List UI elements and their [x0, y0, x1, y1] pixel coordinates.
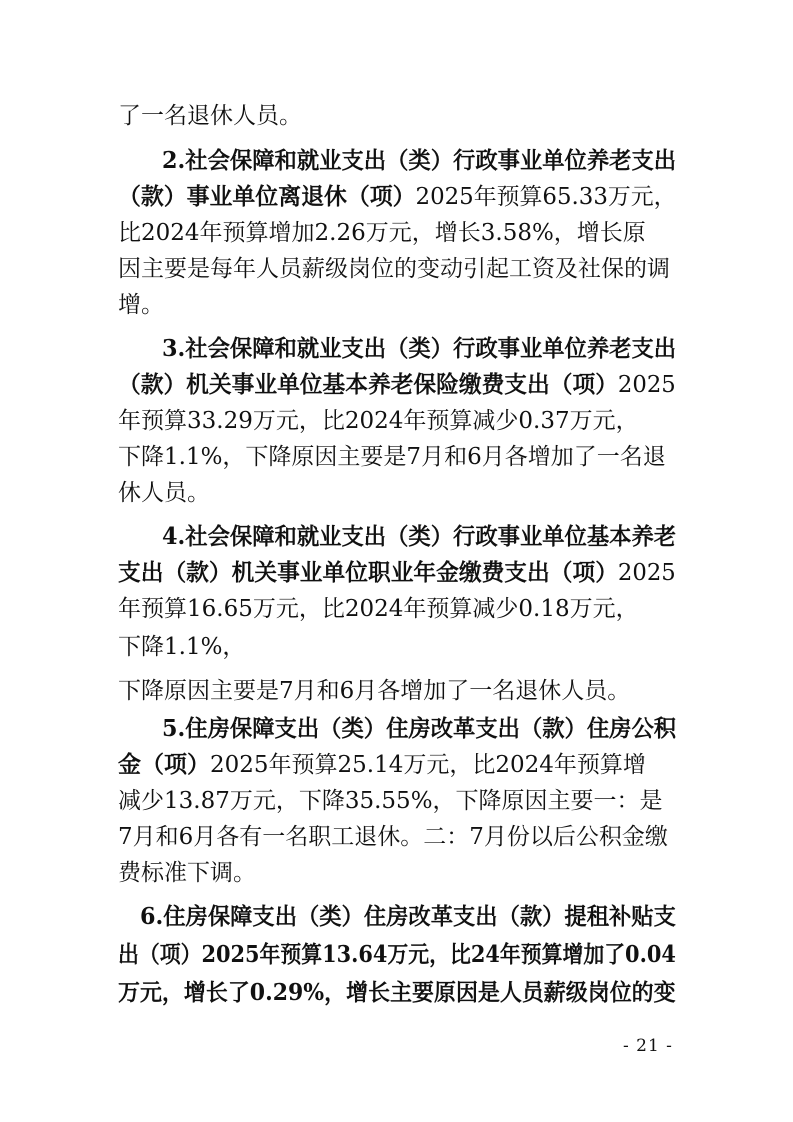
- page-number: - 21 -: [623, 1036, 673, 1056]
- text-line: 因主要是每年人员薪级岗位的变动引起工资及社保的调: [118, 256, 670, 282]
- text-segment: 2025年预算25.14万元，比2024年预算增: [210, 752, 646, 778]
- text-line: [118, 182, 677, 212]
- text-segment: 金（项）: [118, 751, 210, 778]
- text-line: 减少13.87万元，下降35.55%，下降原因主要一：是: [118, 788, 663, 814]
- text-line: 下降1.1%，下降原因主要是7月和6月各增加了一名退: [118, 444, 666, 470]
- text-segment: 2025: [617, 560, 676, 586]
- text-line: [118, 370, 676, 400]
- text-line: 下降1.1%，: [118, 634, 246, 660]
- text-line: 6.住房保障支出（类）住房改革支出（款）提租补贴支: [140, 903, 676, 930]
- text-line: 休人员。: [118, 480, 210, 506]
- text-segment: 支出（款）机关事业单位职业年金缴费支出（项）: [118, 559, 618, 586]
- text-line: 费标准下调。: [118, 860, 256, 886]
- text-line: 7月和6月各有一名职工退休。二：7月份以后公积金缴: [118, 824, 668, 850]
- text-line: 出（项）2025年预算13.64万元，比24年预算增加了0.04: [118, 941, 676, 968]
- text-line: [118, 750, 646, 780]
- text-line: [118, 558, 676, 588]
- text-segment: 2025年预算65.33万元，: [415, 184, 677, 210]
- text-line: 年预算16.65万元，比2024年预算减少0.18万元，: [118, 596, 639, 622]
- text-line: 3.社会保障和就业支出（类）行政事业单位养老支出: [162, 335, 677, 362]
- text-line: 下降原因主要是7月和6月各增加了一名退休人员。: [118, 678, 631, 704]
- text-segment: （款）机关事业单位基本养老保险缴费支出（项）: [118, 371, 618, 398]
- text-segment: （款）事业单位离退休（项）: [118, 183, 416, 210]
- text-segment: 2025: [617, 372, 676, 398]
- text-line: 2.社会保障和就业支出（类）行政事业单位养老支出: [162, 147, 677, 174]
- text-line: 增。: [118, 292, 164, 318]
- text-line: 年预算33.29万元，比2024年预算减少0.37万元，: [118, 408, 639, 434]
- text-line: 比2024年预算增加2.26万元，增长3.58%，增长原: [118, 220, 646, 246]
- text-line: 4.社会保障和就业支出（类）行政事业单位基本养老: [162, 523, 677, 550]
- text-line: 了一名退休人员。: [118, 103, 302, 129]
- text-line: 5.住房保障支出（类）住房改革支出（款）住房公积: [162, 715, 677, 742]
- text-line: 万元，增长了0.29%，增长主要原因是人员薪级岗位的变: [118, 979, 676, 1006]
